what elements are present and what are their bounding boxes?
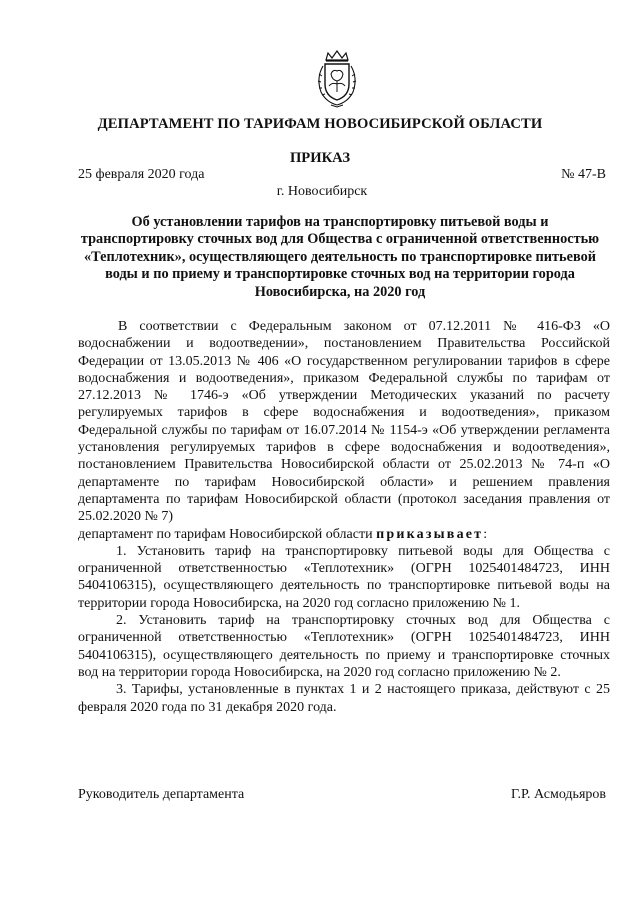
- order-keyword: приказывает: [376, 526, 484, 542]
- order-item-2: 2. Установить тариф на транспортировку сточных вод для Общества с ограниченной ответственностью «Теплотехник» (ОГРН 1025401484723, ИНН 5404106315), осуществляющего деятельность по приему и транспортировке сточных вод на территории города Новосибирска, на 2020 год согласно приложению № 2.: [78, 613, 610, 680]
- department-title: ДЕПАРТАМЕНТ ПО ТАРИФАМ НОВОСИБИРСКОЙ ОБЛАСТИ: [97, 116, 543, 132]
- document-date: 25 февраля 2020 года: [78, 167, 205, 182]
- document-city: г. Новосибирск: [276, 184, 368, 199]
- order-line: [78, 526, 610, 543]
- coat-of-arms-emblem-icon: [314, 50, 360, 108]
- preamble-paragraph: В соответствии с Федеральным законом от 07.12.2011 № 416-ФЗ «О водоснабжении и водоотведении», постановлением Правительства Российской Федерации от 13.05.2013 № 406 «О государственном регулировании тарифов в сфере водоснабжения и водоотведения», приказом Федеральной службы по тарифам от 27.12.2013 № 1746-э «Об утверждении Методических указаний по расчету регулируемых тарифов в сфере водоснабжения и водоотведения», приказом Федеральной службы по тарифам от 16.07.2014 № 1154-э «Об утверждении регламента установления регулируемых тарифов в сфере водоснабжения и водоотведения», постановлением Правительства Новосибирской области от 25.02.2013 № 74-п «О департаменте по тарифам Новосибирской области» и решением правления департамента по тарифам Новосибирской области (протокол заседания правления от 25.02.2020 № 7): [78, 319, 610, 525]
- order-line-suffix: :: [483, 526, 488, 542]
- coat-of-arms-icon: [314, 50, 360, 108]
- order-subject: Об установлении тарифов на транспортировку питьевой воды и транспортировку сточных вод для Общества с ограниченной ответственностью «Теплотехник», осуществляющего деятельность по транспортировке питьевой воды и по приему и транспортировке сточных вод на территории города Новосибирска, на 2020 год: [80, 214, 600, 300]
- order-item-1: 1. Установить тариф на транспортировку питьевой воды для Общества с ограниченной ответственностью «Теплотехник» (ОГРН 1025401484723, ИНН 5404106315), осуществляющего деятельность по транспортировке питьевой воды на территории города Новосибирска, на 2020 год согласно приложению № 1.: [78, 543, 610, 611]
- document-number: № 47-В: [561, 167, 606, 182]
- signatory-name: Г.Р. Асмодьяров: [510, 787, 606, 802]
- order-item-3: 3. Тарифы, установленные в пунктах 1 и 2 настоящего приказа, действуют с 25 февраля 2020 года по 31 декабря 2020 года.: [78, 682, 610, 715]
- document-type: ПРИКАЗ: [289, 150, 351, 166]
- order-line-prefix: департамент по тарифам Новосибирской области: [78, 526, 373, 542]
- order-body: [78, 318, 610, 716]
- signatory-title: Руководитель департамента: [78, 787, 245, 802]
